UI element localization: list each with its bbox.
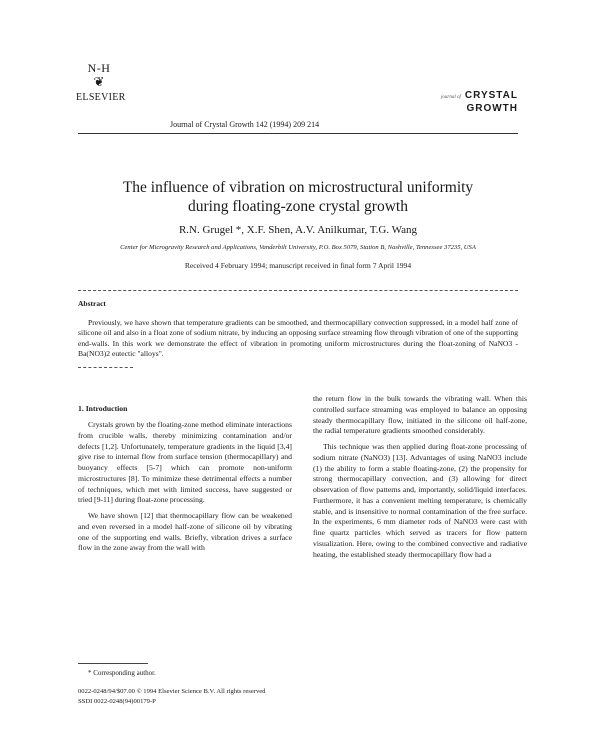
authors: R.N. Grugel *, X.F. Shen, A.V. Anilkumar, T.G. Wang [178,224,418,236]
affiliation: Center for Microgravity Research and Applications, Vanderbilt University, P.O. Box 5079, Station B, Nashville, Tennessee 37235, USA [120,244,476,251]
journal-brand-word1: CRYSTAL [464,90,518,101]
left-column [78,420,292,559]
header-rule [78,133,518,134]
publisher-name: ELSEVIER [76,92,126,103]
left-paragraph-2: We have shown [12] that thermocapillary flow can be weakened and even reversed in a model half-zone of silicone oil by vibrating one of the supporting end walls. Briefly, vibration drives a surface flow in the zone away from the wall with [78,511,292,553]
journal-brand [441,85,518,114]
copyright-footer [78,687,265,706]
received-date: Received 4 February 1994; manuscript received in final form 7 April 1994 [184,261,412,270]
tree-icon: ❦ [93,74,105,89]
article-title [78,178,518,216]
title-line-2: during floating-zone crystal growth [188,198,408,215]
journal-reference: Journal of Crystal Growth 142 (1994) 209 214 [170,120,320,129]
footer-line-1: 0022-0248/94/$07.00 © 1994 Elsevier Science B.V. All rights reserved [78,688,266,695]
abstract-end-rule [78,367,133,368]
publisher-logo [76,61,126,103]
title-line-1: The influence of vibration on microstructural uniformity [122,179,474,196]
section-heading: 1. Introduction [78,404,128,413]
publisher-mark: N-H [87,61,111,75]
journal-brand-word2: GROWTH [466,103,518,114]
journal-brand-small: journal of [441,95,461,100]
right-column [313,394,527,565]
abstract-heading: Abstract [78,299,106,308]
footnote: * Corresponding author. [88,669,156,677]
right-paragraph-2: This technique was then applied during float-zone processing of sodium nitrate (NaNO3) [13]. Advantages of using NaNO3 include (1) the ability to form a stable floating-zone, (2) the propensity for strong thermocapillary convection, and (3) allowing for direct observation of flow patterns and, importantly, solid/liquid interfaces. Furthermore, it has a convenient melting temperature, is chemically stable, and is insensitive to normal contamination of the free surface. In the experiments, 6 mm diameter rods of NaNO3 were cast with fine quartz particles which served as tracers for flow pattern visualization. Here, owing to the combined convective and radiative heating, the established steady thermocapillary flow had a [313,442,527,559]
footer-line-2: SSDI 0022-0248(94)00179-P [78,697,156,705]
abstract-text: Previously, we have shown that temperature gradients can be smoothed, and thermocapillary convection suppressed, in a model half zone of silicone oil and also in a float zone of sodium nitrate, by inducing an opposing surface streaming flow through vibration of one of the supporting end-walls. In this work we demonstrate the effect of vibration in promoting uniform microstructures during the float-zoning of NaNO3 - Ba(NO3)2 eutectic "alloys". [78,318,518,358]
abstract-top-rule [78,290,518,291]
right-paragraph-1: the return flow in the bulk towards the vibrating wall. When this controlled surface streaming was employed to balance an opposing steady thermocapillary flow, initiated in the silicone oil half-zone, the radial temperature gradients smoothed considerably. [313,394,527,436]
footnote-rule [78,663,148,664]
left-paragraph-1: Crystals grown by the floating-zone method eliminate interactions from crucible walls, thereby minimizing contamination and/or defects [1,2]. Unfortunately, temperature gradients in the liquid [3,4] give rise to internal flow from surface tension (thermocapillary) and buoyancy effects [5-7] which can promote non-uniform microstructures [8]. To minimize these detrimental effects a number of techniques, which met with limited success, have suggested or tried [9-11] during float-zone processing. [78,420,292,505]
